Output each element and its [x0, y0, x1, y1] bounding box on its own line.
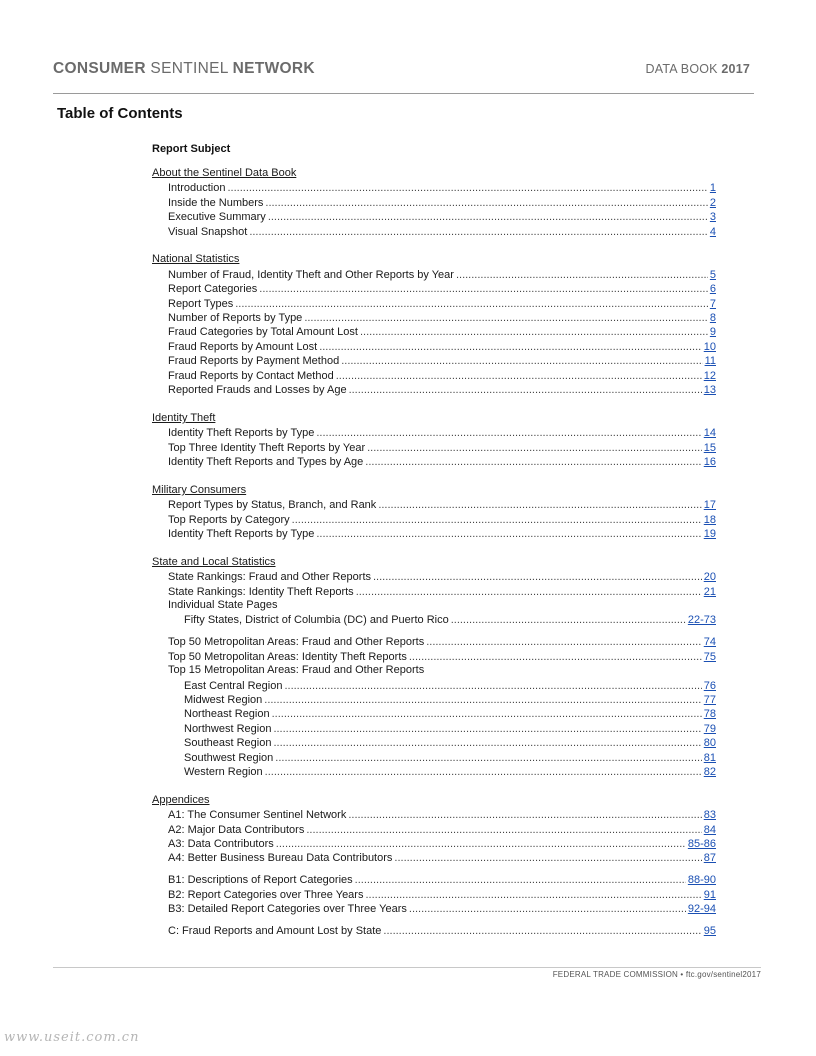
page-link[interactable]: 1 — [709, 182, 716, 194]
toc-entry[interactable]: Report Types ..... 7 — [168, 297, 716, 311]
page-link[interactable]: 5 — [709, 269, 716, 281]
page-link[interactable]: 87 — [703, 852, 716, 864]
toc-entry[interactable]: A4: Better Business Bureau Data Contributors ..... 87 — [168, 851, 716, 865]
toc-entry[interactable]: Identity Theft Reports by Type ..... 19 — [168, 527, 716, 541]
page-footer: FEDERAL TRADE COMMISSION • ftc.gov/sentinel2017 — [552, 970, 761, 979]
toc-entry[interactable]: Report Types by Status, Branch, and Rank ..... 17 — [168, 498, 716, 512]
toc-entry[interactable]: B1: Descriptions of Report Categories ..... 88-90 — [168, 873, 716, 887]
section-about: About the Sentinel Data Book — [152, 167, 297, 179]
page-link[interactable]: 21 — [703, 586, 716, 598]
toc-entry[interactable]: A2: Major Data Contributors ..... 84 — [168, 823, 716, 837]
toc-entry[interactable]: Top 50 Metropolitan Areas: Identity Theft Reports ..... 75 — [168, 650, 716, 664]
page-link[interactable]: 3 — [709, 211, 716, 223]
page-link[interactable]: 6 — [709, 283, 716, 295]
page-link[interactable]: 2 — [709, 197, 716, 209]
toc-entry[interactable]: Southwest Region ..... 81 — [184, 751, 716, 765]
toc-entry[interactable]: Top Three Identity Theft Reports by Year ..... 15 — [168, 441, 716, 455]
toc-entry[interactable]: Top 50 Metropolitan Areas: Fraud and Other Reports ..... 74 — [168, 635, 716, 649]
page-link[interactable]: 4 — [709, 226, 716, 238]
page-link[interactable]: 79 — [703, 723, 716, 735]
page-link[interactable]: 75 — [703, 651, 716, 663]
toc-entry[interactable]: C: Fraud Reports and Amount Lost by State ..... 95 — [168, 924, 716, 938]
page-link[interactable]: 7 — [709, 298, 716, 310]
page-link[interactable]: 8 — [709, 312, 716, 324]
page-link[interactable]: 10 — [703, 341, 716, 353]
section-national-statistics: National Statistics — [152, 253, 240, 265]
toc-entry[interactable]: Inside the Numbers ..... 2 — [168, 196, 716, 210]
page-link[interactable]: 16 — [703, 456, 716, 468]
page-link[interactable]: 91 — [703, 889, 716, 901]
page-link[interactable]: 22-73 — [687, 614, 716, 626]
toc-entry[interactable]: Fraud Reports by Payment Method ..... 11 — [168, 354, 716, 368]
page-link[interactable]: 20 — [703, 571, 716, 583]
page-link[interactable]: 85-86 — [687, 838, 716, 850]
toc-entry[interactable]: Number of Fraud, Identity Theft and Other Reports by Year ..... 5 — [168, 268, 716, 282]
toc-entry[interactable]: Identity Theft Reports by Type ..... 14 — [168, 426, 716, 440]
page-link[interactable]: 74 — [703, 636, 716, 648]
toc-entry[interactable]: Identity Theft Reports and Types by Age ..... 16 — [168, 455, 716, 469]
page-link[interactable]: 84 — [703, 824, 716, 836]
section-state-local: State and Local Statistics — [152, 556, 276, 568]
subhead-individual-state-pages: Individual State Pages — [168, 599, 278, 611]
page-link[interactable]: 95 — [703, 925, 716, 937]
toc-entry[interactable]: Northwest Region ..... 79 — [184, 722, 716, 736]
toc-entry[interactable]: Visual Snapshot ..... 4 — [168, 225, 716, 239]
toc-entry[interactable]: Report Categories ..... 6 — [168, 282, 716, 296]
toc-entry[interactable]: A3: Data Contributors ..... 85-86 — [168, 837, 716, 851]
toc-entry[interactable]: Southeast Region ..... 80 — [184, 736, 716, 750]
page-link[interactable]: 76 — [703, 680, 716, 692]
page-link[interactable]: 78 — [703, 708, 716, 720]
databook-text: DATA BOOK — [645, 62, 722, 76]
page-link[interactable]: 81 — [703, 752, 716, 764]
toc-entry[interactable]: State Rankings: Identity Theft Reports ..... 21 — [168, 585, 716, 599]
page-link[interactable]: 15 — [703, 442, 716, 454]
page-title: Table of Contents — [57, 105, 183, 122]
toc-entry[interactable]: A1: The Consumer Sentinel Network ..... 83 — [168, 808, 716, 822]
page-link[interactable]: 19 — [703, 528, 716, 540]
toc-entry[interactable]: Fraud Categories by Total Amount Lost ..... 9 — [168, 325, 716, 339]
section-identity-theft: Identity Theft — [152, 412, 216, 424]
page-link[interactable]: 92-94 — [687, 903, 716, 915]
page-link[interactable]: 82 — [703, 766, 716, 778]
page-link[interactable]: 17 — [703, 499, 716, 511]
page-link[interactable]: 11 — [704, 355, 716, 367]
databook-year: 2017 — [721, 62, 750, 76]
toc-entry[interactable]: Reported Frauds and Losses by Age ..... 13 — [168, 383, 716, 397]
page-link[interactable]: 80 — [703, 737, 716, 749]
subhead-top15-metro: Top 15 Metropolitan Areas: Fraud and Other Reports — [168, 664, 425, 676]
section-appendices: Appendices — [152, 794, 210, 806]
brand-network: NETWORK — [232, 60, 315, 77]
watermark: www.useit.com.cn — [4, 1030, 140, 1045]
footer-rule — [53, 967, 761, 968]
page-link[interactable]: 88-90 — [687, 874, 716, 886]
page-link[interactable]: 12 — [703, 370, 716, 382]
page-header — [53, 60, 753, 80]
toc-entry[interactable]: State Rankings: Fraud and Other Reports ..... 20 — [168, 570, 716, 584]
section-military-consumers: Military Consumers — [152, 484, 247, 496]
toc-entry[interactable]: Number of Reports by Type ..... 8 — [168, 311, 716, 325]
page-link[interactable]: 77 — [703, 694, 716, 706]
page-link[interactable]: 9 — [709, 326, 716, 338]
brand-sentinel: SENTINEL — [145, 60, 233, 77]
toc-entry[interactable]: Northeast Region ..... 78 — [184, 707, 716, 721]
toc-entry[interactable]: Top Reports by Category ..... 18 — [168, 513, 716, 527]
toc-entry[interactable]: Fifty States, District of Columbia (DC) and Puerto Rico ..... 22-73 — [184, 613, 716, 627]
header-rule — [53, 93, 754, 94]
brand-consumer: CONSUMER — [53, 60, 146, 77]
toc-entry[interactable]: Western Region ..... 82 — [184, 765, 716, 779]
toc-entry[interactable]: Midwest Region ..... 77 — [184, 693, 716, 707]
toc-entry[interactable]: Fraud Reports by Amount Lost ..... 10 — [168, 340, 716, 354]
toc-entry[interactable]: Introduction ..... 1 — [168, 181, 716, 195]
toc-entry[interactable]: East Central Region ..... 76 — [184, 679, 716, 693]
toc-entry[interactable]: B2: Report Categories over Three Years ..... 91 — [168, 888, 716, 902]
toc-entry[interactable]: B3: Detailed Report Categories over Three Years ..... 92-94 — [168, 902, 716, 916]
report-subject-label: Report Subject — [152, 143, 231, 155]
toc-entry[interactable]: Fraud Reports by Contact Method ..... 12 — [168, 369, 716, 383]
toc-entry[interactable]: Executive Summary ..... 3 — [168, 210, 716, 224]
page-link[interactable]: 18 — [703, 514, 716, 526]
databook-label — [646, 62, 750, 76]
brand-title — [53, 60, 315, 78]
page-link[interactable]: 13 — [703, 384, 716, 396]
page-link[interactable]: 83 — [703, 809, 716, 821]
page-link[interactable]: 14 — [703, 427, 716, 439]
